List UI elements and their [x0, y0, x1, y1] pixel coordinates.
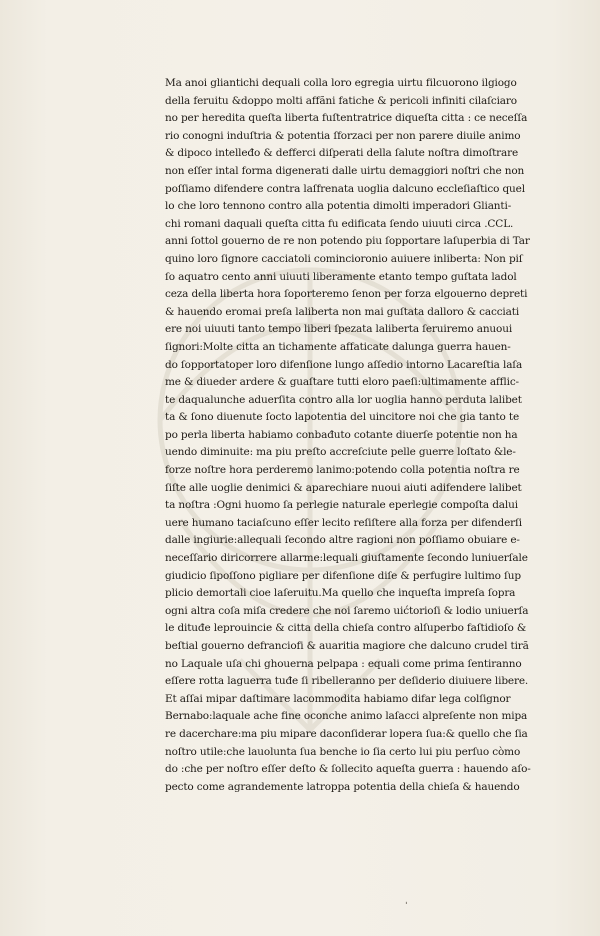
text-line: quino loro ſignore cacciatoli comincioronio auiuere inliberta: Non piſ	[165, 252, 523, 265]
text-line: ogni altra coſa miſa credere che noi ſaremo uićtorioſi & lodio uniuerſa	[165, 604, 529, 617]
text-line: noſtro utile:che lauolunta ſua benche io ſia certo lui piu perſuo còmo	[165, 745, 521, 758]
text-line: no per heredita queſta liberta fuſtentratrice diqueſta citta : ce neceſſa	[165, 112, 528, 125]
text-line: ſignori:Molte citta an tichamente affaticate dalunga guerra hauen-	[165, 340, 511, 353]
text-line: ta & ſono diuenute ſocto lapotentia del uincitore noi che gia tanto te	[165, 411, 520, 424]
text-line: della feruitu &doppo molti affãni fatiche & pericoli infiniti cilaſciaro	[165, 94, 517, 107]
text-line: plicio demortali cioe laſeruitu.Ma quello che inqueſta impreſa ſopra	[165, 587, 516, 600]
text-line: Et aſſai mipar daſtimare lacommodita habiamo difar lega colſignor	[165, 692, 511, 705]
text-line: dalle ingiurie:allequali ſecondo altre ragioni non poſſiamo obuiare e-	[165, 534, 520, 547]
text-line: ere noi uiuuti tanto tempo liberi ſpezata laliberta ſeruiremo anuoui	[165, 323, 513, 336]
text-line: ſiſte alle uoglie denimici & aparechiare nuoui aiuti adifendere lalibet	[165, 481, 522, 494]
text-line: po perla liberta habiamo conbađuto cotante diuerſe potentie non ha	[165, 428, 518, 441]
text-line: eſſere rotta laguerra tuđe ſi ribelleranno per deſiderio diuiuere libere.	[165, 675, 529, 688]
text-line: Ma anoi gliantichi dequali colla loro egregia uirtu filcuorono ilgiogo	[165, 77, 517, 89]
text-line: uendo diminuite: ma piu preſto accreſciute pelle guerre loſtato &le-	[165, 446, 516, 459]
text-line: me & diueder ardere & guaſtare tutti eloro paeſi:ultimamente afflic-	[165, 376, 519, 389]
text-line: lo che loro tennono contro alla potentia dimolti imperadori Glianti-	[165, 200, 512, 213]
text-line: do :che per noſtro eſſer deſto & ſollecito aqueſta guerra : hauendo aſo-	[165, 763, 531, 776]
signature-mark: ˌ	[405, 896, 408, 906]
text-line: te daqualunche aduerſita contro alla lor uoglia hanno perduta lalibet	[165, 393, 522, 406]
text-line: poſſiamo difendere contra laſfrenata uoglia dalcuno eccleſiaſtico quel	[165, 182, 525, 195]
text-line: re dacerchare:ma piu mipare daconſiderar lopera ſua:& quello che ſia	[165, 727, 528, 740]
text-line: rio conogni induſtria & potentia ſforzaci per non parere diuile animo	[165, 129, 521, 142]
text-line: ceza della liberta hora ſoporteremo ſenon per forza elgouerno depreti	[165, 288, 528, 301]
text-line: ſo aquatro cento anni uiuuti liberamente etanto tempo guſtata ladol	[165, 270, 517, 283]
body-text	[165, 75, 565, 796]
text-line: chi romani daquali queſta citta fu edificata ſendo uiuuti circa .CCL.	[165, 217, 514, 230]
text-line: & dipoco intelleđo & defferci diſperati della ſalute noſtra dimoſtrare	[165, 147, 519, 160]
text-line: no Laquale uſa chi ghouerna pelpapa : equali come prima ſentiranno	[165, 657, 522, 670]
text-line: ta noſtra :Ogni huomo ſa perlegie naturale eperlegie compoſta dalui	[165, 499, 518, 512]
text-line: & hauendo eromai preſa laliberta non mai guſtata dalloro & cacciati	[165, 305, 520, 318]
text-line: pecto come agrandemente latroppa potentia della chieſa & hauendo	[165, 780, 520, 793]
text-line: le dituđe leprouincie & citta della chieſa contro alſuperbo faſtidioſo &	[165, 622, 527, 635]
text-line: forze noſtre hora perderemo lanimo:potendo colla potentia noſtra re	[165, 464, 520, 477]
text-line: beſtial gouerno defranciofi & auaritia magiore che dalcuno crudel tirã	[165, 640, 529, 652]
text-line: neceſſario diricorrere allarme:lequali giuſtamente ſecondo luniuerſale	[165, 552, 528, 565]
text-line: giudicio ſipoſſono pigliare per difenſione diſe & perfugire lultimo ſup	[165, 569, 521, 582]
text-line: anni ſottol gouerno de re non potendo piu ſopportare laſuperbia di Tar	[165, 235, 530, 248]
text-line: uere humano taciaſcuno eſſer lecito reſiſtere alla forza per difenderſi	[165, 516, 522, 529]
text-line: do ſopportatoper loro difenſione lungo aſſedio intorno Lacareſtia laſa	[165, 358, 523, 371]
text-line: Bernabo:laquale ache fine oconche animo laſacci alpreſente non mipa	[165, 710, 528, 723]
text-line: non eſſer intal forma digenerati dalle uirtu demaggiori noſtri che non	[165, 164, 525, 177]
